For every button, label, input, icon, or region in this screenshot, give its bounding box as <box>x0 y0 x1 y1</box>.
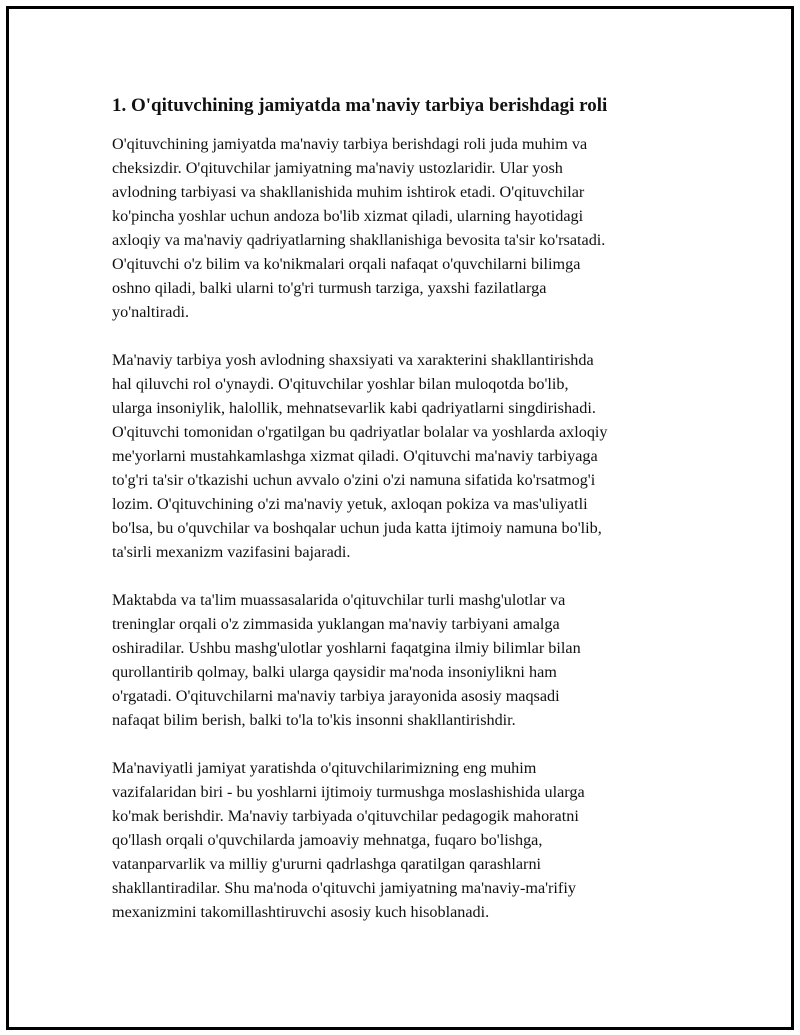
text-line: vatanparvarlik va milliy g'ururni qadrlashga qaratilgan qarashlarni <box>112 855 542 873</box>
text-line: O'qituvchining jamiyatda ma'naviy tarbiya berishdagi roli juda muhim va <box>112 135 588 153</box>
text-line: nafaqat bilim berish, balki to'la to'kis insonni shakllantirishdir. <box>112 711 516 729</box>
text-line: qo'llash orqali o'quvchilarda jamoaviy mehnatga, fuqaro bo'lishga, <box>112 831 543 849</box>
text-line: ularga insoniylik, halollik, mehnatsevarlik kabi qadriyatlarni singdirishadi. <box>112 399 596 417</box>
text-line: Maktabda va ta'lim muassasalarida o'qituvchilar turli mashg'ulotlar va <box>112 591 566 609</box>
text-line: cheksizdir. O'qituvchilar jamiyatning ma'naviy ustozlaridir. Ular yosh <box>112 159 563 177</box>
text-line: Ma'naviy tarbiya yosh avlodning shaxsiyati va xarakterini shakllantirishda <box>112 351 594 369</box>
text-line: ko'mak berishdir. Ma'naviy tarbiyada o'qituvchilar pedagogik mahoratni <box>112 807 579 825</box>
text-line: vazifalaridan biri - bu yoshlarni ijtimoiy turmushga moslashishida ularga <box>112 783 585 801</box>
text-line: treninglar orqali o'z zimmasida yuklangan ma'naviy tarbiyani amalga <box>112 615 560 633</box>
document-body <box>112 94 692 948</box>
text-line: oshno qiladi, balki ularni to'g'ri turmush tarziga, yaxshi fazilatlarga <box>112 279 547 297</box>
paragraph-3 <box>112 588 692 732</box>
text-line: o'rgatadi. O'qituvchilarni ma'naviy tarbiya jarayonida asosiy maqsadi <box>112 687 560 705</box>
text-line: mexanizmini takomillashtiruvchi asosiy kuch hisoblanadi. <box>112 903 490 921</box>
text-line: avlodning tarbiyasi va shakllanishida muhim ishtirok etadi. O'qituvchilar <box>112 183 585 201</box>
text-line: Ma'naviyatli jamiyat yaratishda o'qituvchilarimizning eng muhim <box>112 759 537 777</box>
text-line: lozim. O'qituvchining o'zi ma'naviy yetuk, axloqan pokiza va mas'uliyatli <box>112 495 588 513</box>
text-line: shakllantiradilar. Shu ma'noda o'qituvchi jamiyatning ma'naviy-ma'rifiy <box>112 879 576 897</box>
text-line: O'qituvchi tomonidan o'rgatilgan bu qadriyatlar bolalar va yoshlarda axloqiy <box>112 423 608 441</box>
text-line: O'qituvchi o'z bilim va ko'nikmalari orqali nafaqat o'quvchilarni bilimga <box>112 255 581 273</box>
text-line: hal qiluvchi rol o'ynaydi. O'qituvchilar yoshlar bilan muloqotda bo'lib, <box>112 375 569 393</box>
paragraph-2 <box>112 348 692 564</box>
text-line: qurollantirib qolmay, balki ularga qaysidir ma'noda insoniylikni ham <box>112 663 557 681</box>
text-line: to'g'ri ta'sir o'tkazishi uchun avvalo o'zini o'zi namuna sifatida ko'rsatmog'i <box>112 471 596 489</box>
text-line: oshiradilar. Ushbu mashg'ulotlar yoshlarni faqatgina ilmiy bilimlar bilan <box>112 639 581 657</box>
section-heading: 1. O'qituvchining jamiyatda ma'naviy tarbiya berishdagi roli <box>112 95 608 116</box>
paragraph-1 <box>112 132 692 324</box>
text-line: axloqiy va ma'naviy qadriyatlarning shakllanishiga bevosita ta'sir ko'rsatadi. <box>112 231 606 249</box>
text-line: ko'pincha yoshlar uchun andoza bo'lib xizmat qiladi, ularning hayotidagi <box>112 207 584 225</box>
text-line: bo'lsa, bu o'quvchilar va boshqalar uchun juda katta ijtimoiy namuna bo'lib, <box>112 519 602 537</box>
text-line: me'yorlarni mustahkamlashga xizmat qiladi. O'qituvchi ma'naviy tarbiyaga <box>112 447 598 465</box>
text-line: ta'sirli mexanizm vazifasini bajaradi. <box>112 543 351 561</box>
text-line: yo'naltiradi. <box>112 303 190 321</box>
paragraph-4 <box>112 756 692 924</box>
